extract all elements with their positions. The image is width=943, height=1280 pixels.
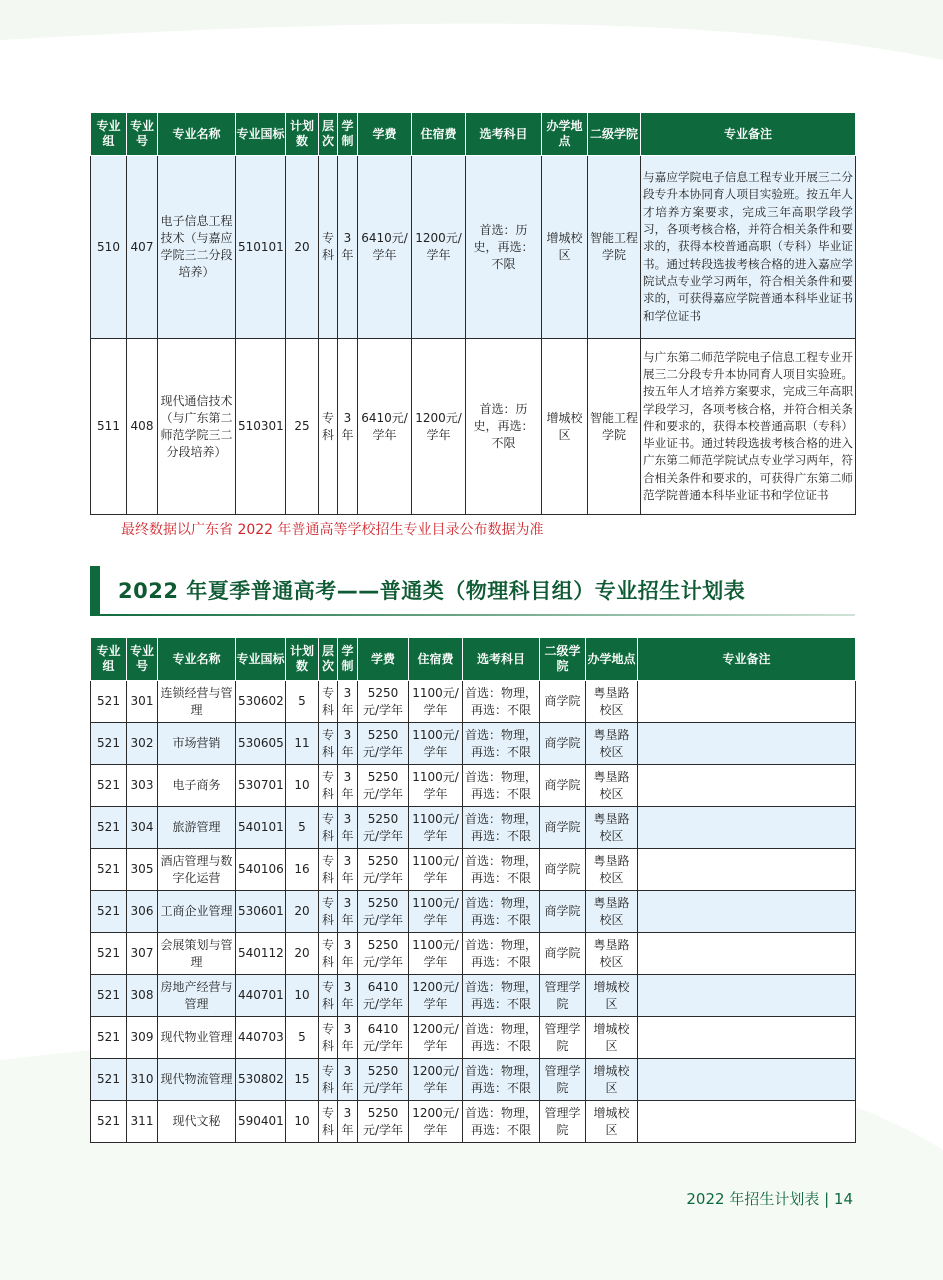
table-row: [91, 1017, 856, 1059]
cell-code: 530602: [236, 681, 286, 723]
cell-level: 专科: [319, 849, 338, 891]
cell-college: 商学院: [540, 933, 586, 975]
table-row: [91, 681, 856, 723]
cell-code: 510301: [236, 339, 286, 515]
cell-group: 521: [91, 723, 127, 765]
cell-no: 311: [127, 1101, 158, 1143]
header-code: 专业国标: [236, 113, 286, 156]
cell-plan: 5: [286, 681, 319, 723]
cell-group: 521: [91, 975, 127, 1017]
cell-plan: 25: [286, 339, 319, 515]
cell-subjects: 首选：物理，再选：不限: [463, 891, 540, 933]
cell-level: 专科: [319, 1017, 338, 1059]
header-group: 专业组: [91, 113, 127, 156]
cell-subjects: 首选：物理，再选：不限: [463, 849, 540, 891]
header-years: 学制: [338, 638, 358, 681]
cell-college: 管理学院: [540, 1059, 586, 1101]
cell-level: 专科: [319, 933, 338, 975]
cell-no: 309: [127, 1017, 158, 1059]
header-college: 二级学院: [588, 113, 641, 156]
table-row: [91, 891, 856, 933]
cell-dorm: 1100元/学年: [409, 933, 463, 975]
cell-fee: 6410元/学年: [358, 339, 412, 515]
table-row: [91, 723, 856, 765]
cell-plan: 10: [286, 765, 319, 807]
cell-code: 530701: [236, 765, 286, 807]
cell-no: 306: [127, 891, 158, 933]
cell-code: 590401: [236, 1101, 286, 1143]
cell-subjects: 首选：物理，再选：不限: [463, 933, 540, 975]
cell-subjects: 首选：物理，再选：不限: [463, 765, 540, 807]
cell-remark: 与嘉应学院电子信息工程专业开展三二分段专升本协同育人项目实验班。按五年人才培养方案要求，完成三年高职学段学习，各项考核合格，并符合相关条件和要求的，获得本校普通高职（专科）毕业证书。通过转段选拔考核合格的进入嘉应学院试点专业学习两年，符合相关条件和要求的，可获得嘉应学院普通本科毕业证书和学位证书: [641, 156, 856, 339]
cell-college: 商学院: [540, 681, 586, 723]
cell-years: 3年: [338, 975, 358, 1017]
cell-level: 专科: [319, 1101, 338, 1143]
page-footer: 2022 年招生计划表 | 14: [686, 1190, 853, 1208]
cell-college: 商学院: [540, 891, 586, 933]
header-fee: 学费: [358, 638, 409, 681]
cell-dorm: 1200元/学年: [412, 156, 466, 339]
cell-dorm: 1100元/学年: [409, 681, 463, 723]
cell-name: 现代文秘: [158, 1101, 236, 1143]
table-row: [91, 975, 856, 1017]
cell-fee: 5250元/学年: [358, 807, 409, 849]
cell-campus: 粤垦路校区: [586, 849, 638, 891]
cell-campus: 增城校区: [542, 156, 588, 339]
cell-code: 540112: [236, 933, 286, 975]
header-subjects: 选考科目: [466, 113, 542, 156]
header-no: 专业号: [127, 638, 158, 681]
cell-name: 房地产经营与管理: [158, 975, 236, 1017]
header-name: 专业名称: [158, 638, 236, 681]
cell-no: 407: [127, 156, 158, 339]
cell-fee: 6410元/学年: [358, 975, 409, 1017]
cell-subjects: 首选：物理，再选：不限: [463, 1059, 540, 1101]
cell-subjects: 首选：历史，再选：不限: [466, 156, 542, 339]
cell-dorm: 1100元/学年: [409, 891, 463, 933]
header-fee: 学费: [358, 113, 412, 156]
cell-code: 530802: [236, 1059, 286, 1101]
cell-no: 310: [127, 1059, 158, 1101]
cell-dorm: 1200元/学年: [412, 339, 466, 515]
title-underline: [90, 614, 855, 616]
cell-dorm: 1200元/学年: [409, 1017, 463, 1059]
cell-college: 智能工程学院: [588, 339, 641, 515]
table-row: [91, 1101, 856, 1143]
cell-no: 305: [127, 849, 158, 891]
cell-remark: [638, 765, 856, 807]
major-table-physics: [90, 637, 856, 1143]
cell-campus: 粤垦路校区: [586, 807, 638, 849]
cell-years: 3年: [338, 723, 358, 765]
cell-no: 408: [127, 339, 158, 515]
cell-remark: [638, 1017, 856, 1059]
cell-college: 商学院: [540, 723, 586, 765]
cell-years: 3年: [338, 807, 358, 849]
cell-name: 旅游管理: [158, 807, 236, 849]
cell-name: 连锁经营与管理: [158, 681, 236, 723]
cell-campus: 增城校区: [586, 975, 638, 1017]
cell-remark: 与广东第二师范学院电子信息工程专业开展三二分段专升本协同育人项目实验班。按五年人才培养方案要求，完成三年高职学段学习，各项考核合格，并符合相关条件和要求的，获得本校普通高职（专科）毕业证书。通过转段选拔考核合格的进入广东第二师范学院试点专业学习两年，符合相关条件和要求的，可获得广东第二师范学院普通本科毕业证书和学位证书: [641, 339, 856, 515]
section-title: 2022 年夏季普通高考——普通类（物理科目组）专业招生计划表: [118, 579, 746, 603]
cell-years: 3年: [338, 891, 358, 933]
cell-group: 521: [91, 1101, 127, 1143]
header-code: 专业国标: [236, 638, 286, 681]
title-accent: [90, 566, 100, 614]
physics-table-body: [91, 681, 856, 1143]
header-campus: 办学地点: [586, 638, 638, 681]
header-dorm: 住宿费: [412, 113, 466, 156]
data-source-note: 最终数据以广东省 2022 年普通高等学校招生专业目录公布数据为准: [121, 522, 544, 538]
cell-group: 521: [91, 1017, 127, 1059]
cell-group: 521: [91, 765, 127, 807]
table-row: [91, 765, 856, 807]
cell-plan: 10: [286, 1101, 319, 1143]
cell-years: 3年: [338, 1059, 358, 1101]
cell-no: 302: [127, 723, 158, 765]
section-title-bar: [90, 566, 855, 616]
cell-campus: 粤垦路校区: [586, 933, 638, 975]
cell-dorm: 1100元/学年: [409, 849, 463, 891]
cell-code: 440703: [236, 1017, 286, 1059]
cell-years: 3年: [338, 765, 358, 807]
major-table-top: [90, 112, 856, 515]
cell-plan: 11: [286, 723, 319, 765]
header-level: 层次: [319, 638, 338, 681]
header-plan: 计划数: [286, 638, 319, 681]
cell-name: 酒店管理与数字化运营: [158, 849, 236, 891]
header-group: 专业组: [91, 638, 127, 681]
cell-years: 3年: [338, 339, 358, 515]
cell-plan: 16: [286, 849, 319, 891]
cell-no: 307: [127, 933, 158, 975]
cell-group: 521: [91, 933, 127, 975]
cell-level: 专科: [319, 975, 338, 1017]
table-row: [91, 849, 856, 891]
cell-fee: 6410元/学年: [358, 1017, 409, 1059]
cell-fee: 5250元/学年: [358, 891, 409, 933]
cell-fee: 5250元/学年: [358, 723, 409, 765]
cell-code: 440701: [236, 975, 286, 1017]
cell-name: 现代物流管理: [158, 1059, 236, 1101]
cell-subjects: 首选：物理，再选：不限: [463, 1101, 540, 1143]
cell-level: 专科: [319, 156, 338, 339]
cell-name: 工商企业管理: [158, 891, 236, 933]
cell-subjects: 首选：物理，再选：不限: [463, 975, 540, 1017]
header-remark: 专业备注: [641, 113, 856, 156]
cell-remark: [638, 1059, 856, 1101]
cell-code: 540101: [236, 807, 286, 849]
cell-remark: [638, 975, 856, 1017]
cell-level: 专科: [319, 339, 338, 515]
header-plan: 计划数: [286, 113, 319, 156]
cell-group: 521: [91, 849, 127, 891]
cell-campus: 粤垦路校区: [586, 891, 638, 933]
cell-plan: 20: [286, 891, 319, 933]
cell-fee: 5250元/学年: [358, 1101, 409, 1143]
cell-college: 商学院: [540, 807, 586, 849]
cell-plan: 10: [286, 975, 319, 1017]
cell-dorm: 1200元/学年: [409, 975, 463, 1017]
table-row: [91, 807, 856, 849]
header-name: 专业名称: [158, 113, 236, 156]
cell-college: 商学院: [540, 849, 586, 891]
cell-code: 540106: [236, 849, 286, 891]
cell-fee: 5250元/学年: [358, 681, 409, 723]
cell-years: 3年: [338, 156, 358, 339]
cell-remark: [638, 681, 856, 723]
cell-dorm: 1100元/学年: [409, 765, 463, 807]
cell-dorm: 1100元/学年: [409, 807, 463, 849]
cell-code: 530601: [236, 891, 286, 933]
header-level: 层次: [319, 113, 338, 156]
cell-code: 530605: [236, 723, 286, 765]
cell-subjects: 首选：历史，再选：不限: [466, 339, 542, 515]
cell-college: 智能工程学院: [588, 156, 641, 339]
cell-college: 管理学院: [540, 1101, 586, 1143]
cell-college: 管理学院: [540, 975, 586, 1017]
cell-group: 510: [91, 156, 127, 339]
cell-name: 市场营销: [158, 723, 236, 765]
table-header-row: [91, 638, 856, 681]
cell-subjects: 首选：物理，再选：不限: [463, 681, 540, 723]
cell-subjects: 首选：物理，再选：不限: [463, 723, 540, 765]
cell-name: 现代通信技术（与广东第二师范学院三二分段培养）: [158, 339, 236, 515]
header-remark: 专业备注: [638, 638, 856, 681]
cell-remark: [638, 891, 856, 933]
cell-group: 521: [91, 1059, 127, 1101]
cell-subjects: 首选：物理，再选：不限: [463, 1017, 540, 1059]
cell-campus: 增城校区: [586, 1017, 638, 1059]
cell-remark: [638, 933, 856, 975]
table-header-row: [91, 113, 856, 156]
cell-group: 521: [91, 681, 127, 723]
table-row: [91, 156, 856, 339]
cell-no: 304: [127, 807, 158, 849]
header-dorm: 住宿费: [409, 638, 463, 681]
cell-years: 3年: [338, 849, 358, 891]
cell-campus: 粤垦路校区: [586, 681, 638, 723]
cell-campus: 增城校区: [542, 339, 588, 515]
table-row: [91, 339, 856, 515]
cell-name: 现代物业管理: [158, 1017, 236, 1059]
cell-group: 521: [91, 891, 127, 933]
cell-fee: 5250元/学年: [358, 933, 409, 975]
cell-code: 510101: [236, 156, 286, 339]
header-college: 二级学院: [540, 638, 586, 681]
cell-dorm: 1200元/学年: [409, 1059, 463, 1101]
cell-plan: 5: [286, 1017, 319, 1059]
cell-level: 专科: [319, 807, 338, 849]
header-years: 学制: [338, 113, 358, 156]
cell-remark: [638, 723, 856, 765]
cell-group: 511: [91, 339, 127, 515]
cell-level: 专科: [319, 1059, 338, 1101]
cell-plan: 5: [286, 807, 319, 849]
cell-level: 专科: [319, 891, 338, 933]
header-no: 专业号: [127, 113, 158, 156]
cell-remark: [638, 807, 856, 849]
cell-fee: 5250元/学年: [358, 765, 409, 807]
cell-level: 专科: [319, 765, 338, 807]
cell-college: 管理学院: [540, 1017, 586, 1059]
table-row: [91, 933, 856, 975]
cell-subjects: 首选：物理，再选：不限: [463, 807, 540, 849]
cell-no: 308: [127, 975, 158, 1017]
header-campus: 办学地点: [542, 113, 588, 156]
cell-campus: 粤垦路校区: [586, 723, 638, 765]
cell-level: 专科: [319, 723, 338, 765]
cell-fee: 6410元/学年: [358, 156, 412, 339]
cell-remark: [638, 849, 856, 891]
cell-name: 会展策划与管理: [158, 933, 236, 975]
cell-plan: 15: [286, 1059, 319, 1101]
cell-years: 3年: [338, 1017, 358, 1059]
cell-campus: 增城校区: [586, 1101, 638, 1143]
cell-dorm: 1100元/学年: [409, 723, 463, 765]
cell-fee: 5250元/学年: [358, 1059, 409, 1101]
cell-no: 301: [127, 681, 158, 723]
cell-years: 3年: [338, 681, 358, 723]
cell-campus: 粤垦路校区: [586, 765, 638, 807]
cell-name: 电子商务: [158, 765, 236, 807]
cell-years: 3年: [338, 933, 358, 975]
header-subjects: 选考科目: [463, 638, 540, 681]
cell-group: 521: [91, 807, 127, 849]
cell-no: 303: [127, 765, 158, 807]
cell-remark: [638, 1101, 856, 1143]
cell-dorm: 1200元/学年: [409, 1101, 463, 1143]
cell-years: 3年: [338, 1101, 358, 1143]
cell-plan: 20: [286, 156, 319, 339]
cell-plan: 20: [286, 933, 319, 975]
cell-campus: 增城校区: [586, 1059, 638, 1101]
table-row: [91, 1059, 856, 1101]
cell-name: 电子信息工程技术（与嘉应学院三二分段培养）: [158, 156, 236, 339]
cell-fee: 5250元/学年: [358, 849, 409, 891]
cell-college: 商学院: [540, 765, 586, 807]
cell-level: 专科: [319, 681, 338, 723]
